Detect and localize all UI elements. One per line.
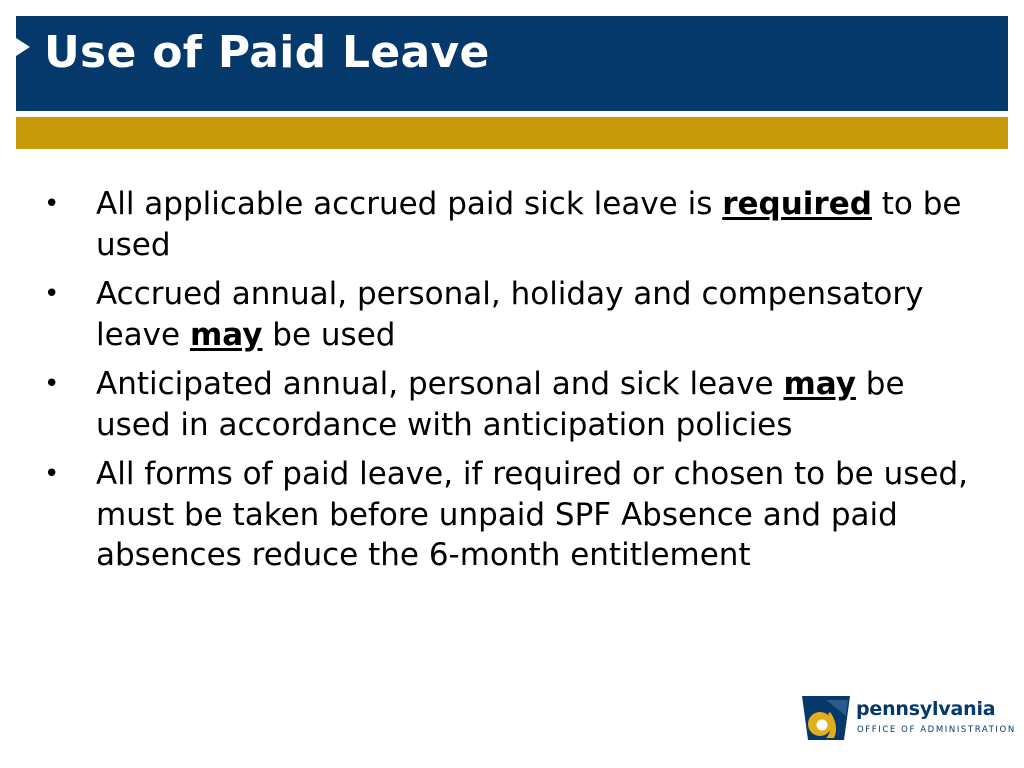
bullet-text: be used [262,316,396,353]
title-arrow-icon [16,38,30,56]
bullet-item [40,454,980,576]
bullet-emphasis: required [722,186,872,222]
bullet-dot-icon: • [44,279,60,309]
logo-name: pennsylvania [856,698,996,720]
bullet-text: All forms of paid leave, if required or chosen to be used, must be taken before unpaid SPF Absence and paid absences reduce the 6-month entitlement [96,456,968,573]
bullet-item [40,274,980,355]
bullet-text: All applicable accrued paid sick leave is [96,186,723,222]
bullet-dot-icon: • [44,189,60,219]
bullet-list [40,184,980,585]
logo-subtitle: OFFICE OF ADMINISTRATION [857,725,1016,735]
bullet-text: be used in accordance with anticipation policies [96,366,905,443]
bullet-text: to be used [96,186,962,263]
slide-title: Use of Paid Leave [44,27,490,78]
bullet-text: Accrued annual, personal, holiday and compensatory leave [96,276,924,353]
bullet-dot-icon: • [44,369,60,399]
bullet-emphasis: may [189,316,263,353]
bullet-item [40,184,980,265]
keystone-logo-icon [800,692,852,742]
pennsylvania-logo [800,692,1018,744]
accent-bar [16,117,1008,149]
bullet-dot-icon: • [44,459,60,489]
bullet-emphasis: may [783,366,856,402]
bullet-text: Anticipated annual, personal and sick leave [96,366,784,402]
bullet-item [40,364,980,445]
